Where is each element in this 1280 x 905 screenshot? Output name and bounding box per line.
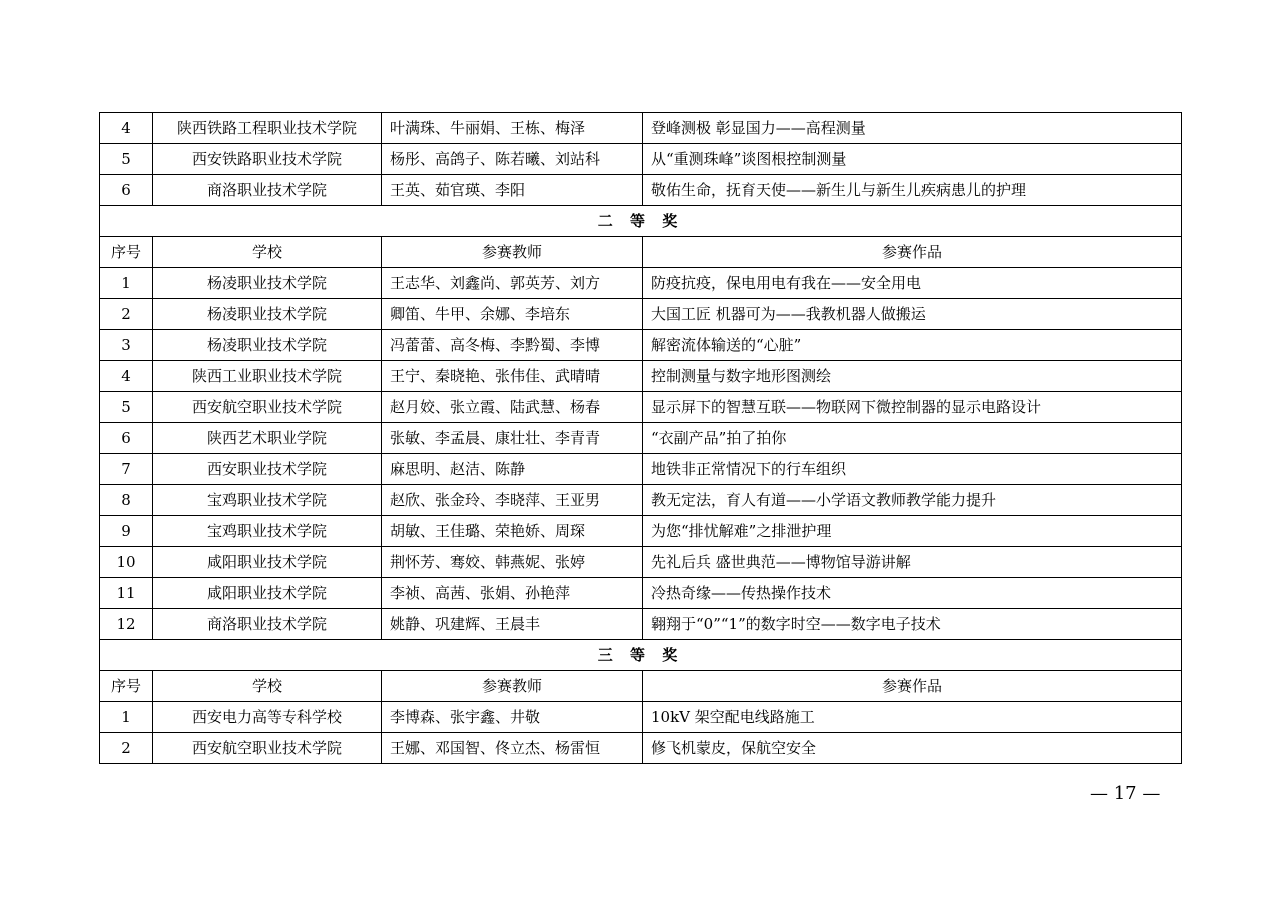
header-teachers: 参赛教师 — [382, 237, 643, 268]
row-number: 6 — [100, 175, 153, 206]
row-number: 5 — [100, 392, 153, 423]
table-row — [100, 578, 1182, 609]
school-name: 咸阳职业技术学院 — [153, 578, 382, 609]
school-name: 西安航空职业技术学院 — [153, 733, 382, 764]
header-school: 学校 — [153, 671, 382, 702]
header-work: 参赛作品 — [643, 237, 1182, 268]
table-row — [100, 516, 1182, 547]
work-title: 先礼后兵 盛世典范——博物馆导游讲解 — [643, 547, 1182, 578]
work-title: 从“重测珠峰”谈图根控制测量 — [643, 144, 1182, 175]
work-title: 敬佑生命，抚育天使——新生儿与新生儿疾病患儿的护理 — [643, 175, 1182, 206]
row-number: 11 — [100, 578, 153, 609]
third-prize-title-row — [100, 640, 1182, 671]
row-number: 3 — [100, 330, 153, 361]
row-number: 12 — [100, 609, 153, 640]
school-name: 商洛职业技术学院 — [153, 609, 382, 640]
table-row — [100, 330, 1182, 361]
school-name: 西安职业技术学院 — [153, 454, 382, 485]
teacher-names: 李博森、张宇鑫、井敬 — [382, 702, 643, 733]
teacher-names: 李祯、高茜、张娟、孙艳萍 — [382, 578, 643, 609]
teacher-names: 杨彤、高鸽子、陈若曦、刘站科 — [382, 144, 643, 175]
teacher-names: 张敏、李孟晨、康壮壮、李青青 — [382, 423, 643, 454]
work-title: 显示屏下的智慧互联——物联网下微控制器的显示电路设计 — [643, 392, 1182, 423]
school-name: 杨凌职业技术学院 — [153, 330, 382, 361]
teacher-names: 荆怀芳、骞姣、韩燕妮、张婷 — [382, 547, 643, 578]
second-prize-title-row — [100, 206, 1182, 237]
table-row — [100, 299, 1182, 330]
third-prize-title: 三 等 奖 — [100, 640, 1182, 671]
teacher-names: 麻思明、赵洁、陈静 — [382, 454, 643, 485]
school-name: 西安电力高等专科学校 — [153, 702, 382, 733]
work-title: 10kV 架空配电线路施工 — [643, 702, 1182, 733]
school-name: 杨凌职业技术学院 — [153, 268, 382, 299]
header-teachers: 参赛教师 — [382, 671, 643, 702]
row-number: 2 — [100, 299, 153, 330]
work-title: 防疫抗疫，保电用电有我在——安全用电 — [643, 268, 1182, 299]
work-title: 地铁非正常情况下的行车组织 — [643, 454, 1182, 485]
table-row — [100, 609, 1182, 640]
teacher-names: 卿笛、牛甲、余娜、李培东 — [382, 299, 643, 330]
table-row — [100, 423, 1182, 454]
teacher-names: 王宁、秦晓艳、张伟佳、武晴晴 — [382, 361, 643, 392]
row-number: 6 — [100, 423, 153, 454]
school-name: 陕西工业职业技术学院 — [153, 361, 382, 392]
teacher-names: 胡敏、王佳璐、荣艳娇、周琛 — [382, 516, 643, 547]
table-row — [100, 485, 1182, 516]
school-name: 商洛职业技术学院 — [153, 175, 382, 206]
teacher-names: 姚静、巩建辉、王晨丰 — [382, 609, 643, 640]
award-table — [99, 112, 1182, 764]
work-title: 冷热奇缘——传热操作技术 — [643, 578, 1182, 609]
school-name: 宝鸡职业技术学院 — [153, 485, 382, 516]
school-name: 宝鸡职业技术学院 — [153, 516, 382, 547]
school-name: 陕西艺术职业学院 — [153, 423, 382, 454]
school-name: 杨凌职业技术学院 — [153, 299, 382, 330]
work-title: 修飞机蒙皮，保航空安全 — [643, 733, 1182, 764]
award-table-body — [100, 113, 1182, 764]
table-row — [100, 392, 1182, 423]
header-no: 序号 — [100, 671, 153, 702]
header-school: 学校 — [153, 237, 382, 268]
row-number: 7 — [100, 454, 153, 485]
teacher-names: 冯蕾蕾、高冬梅、李黔蜀、李博 — [382, 330, 643, 361]
row-number: 10 — [100, 547, 153, 578]
school-name: 西安铁路职业技术学院 — [153, 144, 382, 175]
work-title: 控制测量与数字地形图测绘 — [643, 361, 1182, 392]
school-name: 陕西铁路工程职业技术学院 — [153, 113, 382, 144]
row-number: 4 — [100, 361, 153, 392]
teacher-names: 叶满珠、牛丽娟、王栋、梅泽 — [382, 113, 643, 144]
teacher-names: 王娜、邓国智、佟立杰、杨雷恒 — [382, 733, 643, 764]
teacher-names: 赵欣、张金玲、李晓萍、王亚男 — [382, 485, 643, 516]
second-prize-title: 二 等 奖 — [100, 206, 1182, 237]
table-row — [100, 733, 1182, 764]
table-row — [100, 144, 1182, 175]
work-title: 翱翔于“0”“1”的数字时空——数字电子技术 — [643, 609, 1182, 640]
table-row — [100, 454, 1182, 485]
work-title: 解密流体输送的“心脏” — [643, 330, 1182, 361]
row-number: 9 — [100, 516, 153, 547]
table-row — [100, 268, 1182, 299]
row-number: 1 — [100, 268, 153, 299]
work-title: “衣副产品”拍了拍你 — [643, 423, 1182, 454]
school-name: 西安航空职业技术学院 — [153, 392, 382, 423]
school-name: 咸阳职业技术学院 — [153, 547, 382, 578]
row-number: 8 — [100, 485, 153, 516]
work-title: 教无定法，育人有道——小学语文教师教学能力提升 — [643, 485, 1182, 516]
work-title: 大国工匠 机器可为——我教机器人做搬运 — [643, 299, 1182, 330]
header-row — [100, 671, 1182, 702]
row-number: 2 — [100, 733, 153, 764]
header-work: 参赛作品 — [643, 671, 1182, 702]
table-row — [100, 547, 1182, 578]
table-row — [100, 175, 1182, 206]
teacher-names: 赵月姣、张立霞、陆武慧、杨春 — [382, 392, 643, 423]
work-title: 为您“排忧解难”之排泄护理 — [643, 516, 1182, 547]
table-row — [100, 361, 1182, 392]
work-title: 登峰测极 彰显国力——高程测量 — [643, 113, 1182, 144]
row-number: 5 — [100, 144, 153, 175]
table-row — [100, 702, 1182, 733]
teacher-names: 王志华、刘鑫尚、郭英芳、刘方 — [382, 268, 643, 299]
teacher-names: 王英、茹官瑛、李阳 — [382, 175, 643, 206]
header-row — [100, 237, 1182, 268]
row-number: 1 — [100, 702, 153, 733]
header-no: 序号 — [100, 237, 153, 268]
table-row — [100, 113, 1182, 144]
row-number: 4 — [100, 113, 153, 144]
page-number: — 17 — — [1090, 783, 1161, 804]
